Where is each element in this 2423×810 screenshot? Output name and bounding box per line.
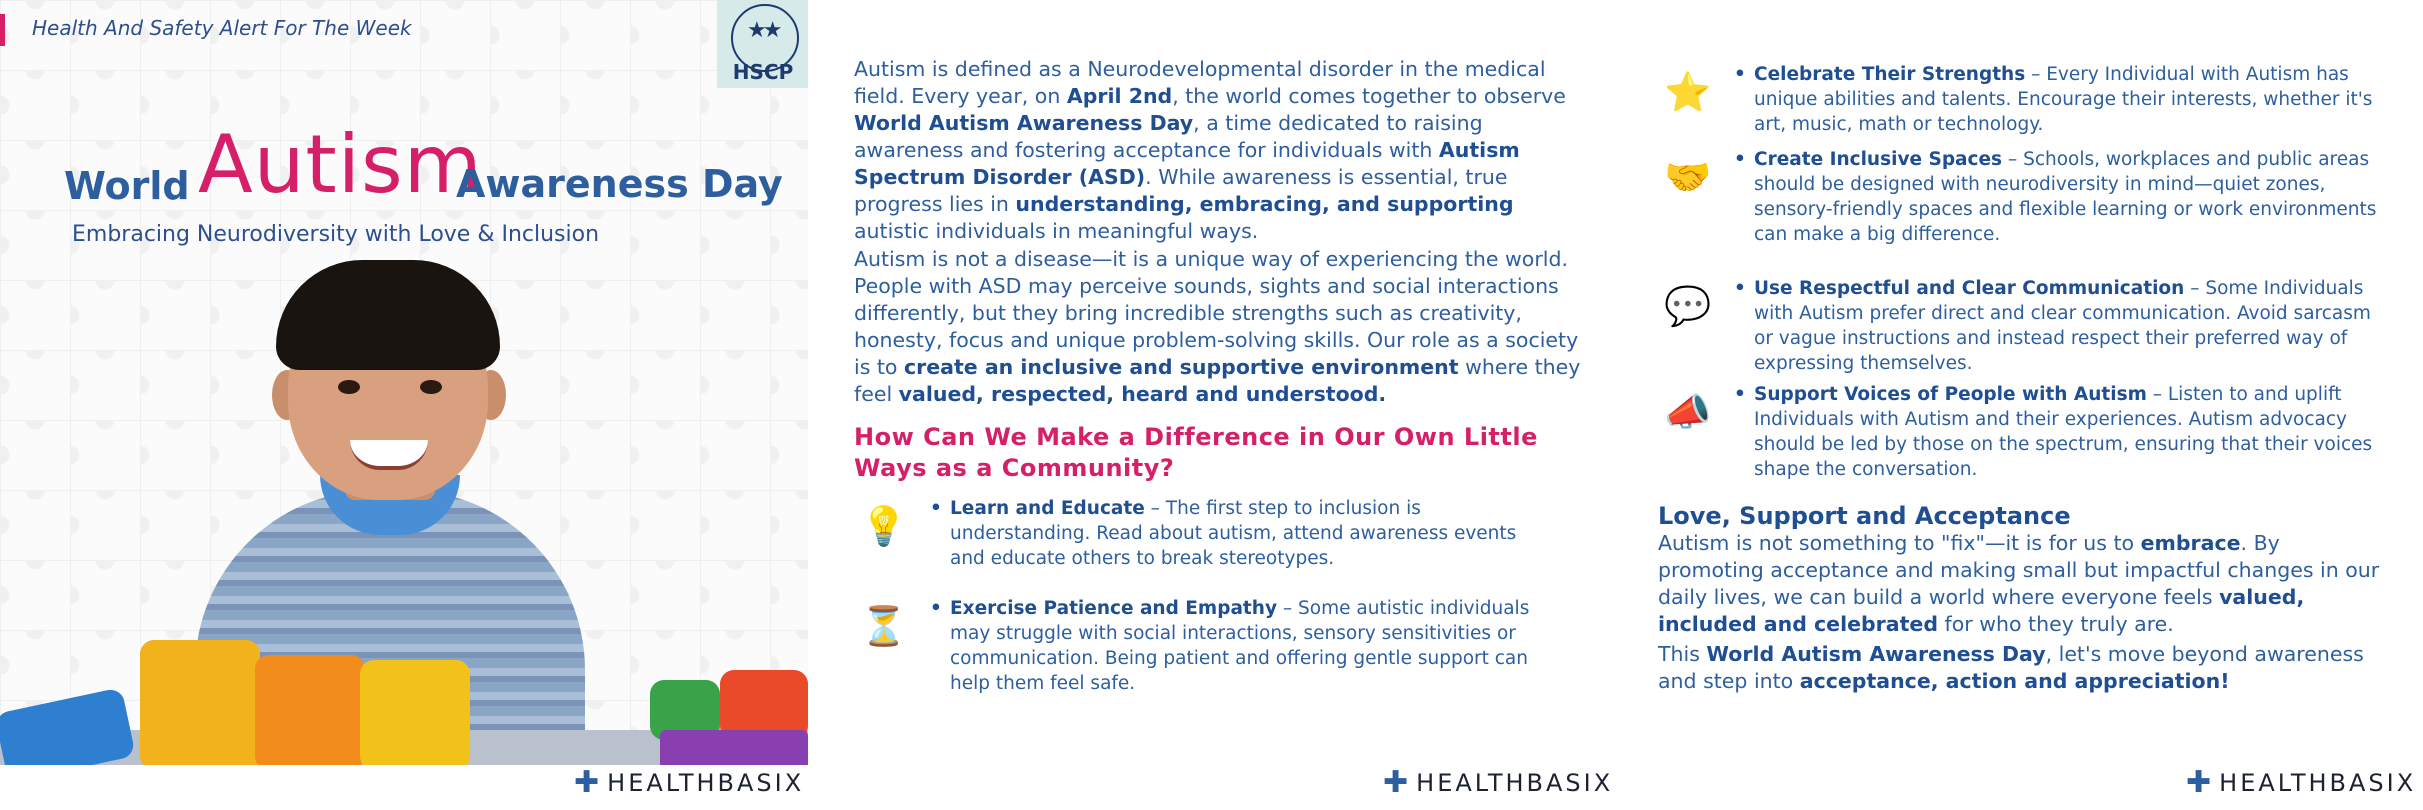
title-autism: Autism [198, 118, 483, 211]
tip-description: – Some Individuals with Autism prefer direct and clear communication. Avoid sarcasm or vague instructions and instead respect their preferred way of expressing themselves. [1754, 278, 2371, 374]
tip-text [930, 496, 1554, 571]
child-eye-right [420, 380, 442, 394]
brand-name: HEALTHBASIX [607, 769, 805, 797]
tip-description: – Listen to and uplift Individuals with Autism and their experiences. Autism advocacy should be led by those on the spectrum, ensuring that their voices shape the conversation. [1754, 384, 2373, 480]
medical-cross-icon: ✚ [2186, 765, 2212, 800]
emphasis-text: understanding, embracing, and supporting [1015, 192, 1514, 216]
chat-bubbles-icon: 💬 [1664, 283, 1712, 328]
emphasis-text: World Autism Awareness Day [1706, 642, 2046, 666]
tip-title: Exercise Patience and Empathy [950, 598, 1278, 619]
puzzle-piece-gold [360, 660, 470, 765]
tip-title: Create Inclusive Spaces [1754, 149, 2003, 170]
emphasis-text: embrace [2140, 531, 2241, 555]
info-panel [808, 0, 1616, 810]
brand-name: HEALTHBASIX [1416, 769, 1614, 797]
hourglass-hands-icon: ⏳ [860, 603, 908, 648]
healthbasix-logo [2186, 765, 2417, 800]
title-world: World [64, 164, 190, 208]
intro-paragraph [854, 56, 1584, 245]
tip-description: – Every Individual with Autism has unique abilities and talents. Encourage their interests, whether it's art, music, math or technology. [1754, 64, 2373, 135]
body-text: , a time dedicated to raising awareness and fostering acceptance for individuals with [854, 111, 1483, 162]
closing-paragraph [1658, 530, 2388, 638]
tip-item [1658, 276, 2378, 376]
closing-call-to-action [1658, 641, 2388, 695]
puzzle-piece-blue [0, 687, 136, 765]
emphasis-text: acceptance, action and appreciation! [1799, 669, 2230, 693]
emphasis-text: April 2nd [1066, 84, 1173, 108]
tips-panel [1616, 0, 2423, 810]
medical-cross-icon: ✚ [1383, 765, 1409, 800]
child-eye-left [338, 380, 360, 394]
lightbulb-icon: 💡 [860, 503, 908, 548]
tip-title: Learn and Educate [950, 498, 1145, 519]
puzzle-piece-purple [660, 730, 808, 765]
community-heading: How Can We Make a Difference in Our Own Little Ways as a Community? [854, 423, 1538, 482]
body-text: . While awareness is essential, true progress lies in [854, 165, 1508, 216]
body-text: , let's move beyond awareness and step into [1658, 642, 2364, 693]
subtitle: Embracing Neurodiversity with Love & Inclusion [72, 222, 600, 247]
alert-label: Health And Safety Alert For The Week [32, 16, 412, 40]
emphasis-text: valued, included and celebrated [1658, 585, 2305, 636]
puzzle-piece-yellow [140, 640, 260, 765]
alert-accent-bar [0, 14, 5, 46]
people-icon: ★★ [747, 18, 779, 43]
star-trophy-icon: ⭐ [1664, 69, 1712, 114]
body-text: . By promoting acceptance and making small but impactful changes in our daily lives, we can build a world where everyone feels [1658, 531, 2380, 609]
tip-description: – The first step to inclusion is understanding. Read about autism, attend awareness events and educate others to break stereotypes. [950, 498, 1517, 569]
body-text: , the world comes together to observe [1172, 84, 1566, 108]
tip-text [930, 596, 1554, 696]
body-text: This [1658, 642, 1707, 666]
healthbasix-logo [574, 765, 805, 800]
title-awareness-day: Awareness Day [456, 162, 783, 206]
child-with-puzzle-photo [0, 260, 808, 765]
emphasis-text: Autism Spectrum Disorder (ASD) [854, 138, 1520, 189]
tip-item [1658, 147, 2378, 247]
healthbasix-logo [1383, 765, 1614, 800]
body-text: Autism is not something to "fix"—it is for us to [1658, 531, 2141, 555]
tip-description: – Some autistic individuals may struggle with social interactions, sensory sensitivities or communication. Being patient and offering gentle support can help them feel safe. [950, 598, 1530, 694]
body-text: where they feel [854, 355, 1581, 406]
tip-text [1734, 147, 2378, 247]
cover-panel [0, 0, 808, 810]
tip-item [1658, 62, 2378, 137]
emphasis-text: create an inclusive and supportive environment [904, 355, 1459, 379]
tip-description: – Schools, workplaces and public areas should be designed with neurodiversity in mind—quiet zones, sensory-friendly spaces and flexible learning or work environments can make a big difference. [1754, 149, 2377, 245]
love-support-heading: Love, Support and Acceptance [1658, 502, 2071, 530]
tip-title: Support Voices of People with Autism [1754, 384, 2147, 405]
body-text: for who they truly are. [1938, 612, 2174, 636]
tip-title: Use Respectful and Clear Communication [1754, 278, 2185, 299]
tip-title: Celebrate Their Strengths [1754, 64, 2026, 85]
child-hair [276, 260, 500, 370]
tip-item [854, 496, 1554, 571]
body-text: autistic individuals in meaningful ways. [854, 219, 1259, 243]
body-text: Autism is not a disease—it is a unique way of experiencing the world. People with ASD may perceive sounds, sights and social interactions differently, but they bring incredible strengths such as creativity, honesty, focus and unique problem-solving skills. Our role as a society is to [854, 247, 1579, 379]
emphasis-text: World Autism Awareness Day [854, 111, 1194, 135]
puzzle-piece-orange [255, 655, 365, 765]
body-text: Autism is defined as a Neurodevelopmental disorder in the medical field. Every year, on [854, 57, 1546, 108]
tip-text [1734, 276, 2378, 376]
tip-text [1734, 62, 2378, 137]
hands-together-icon: 🤝 [1664, 154, 1712, 199]
second-paragraph [854, 246, 1584, 408]
hscp-logo-text: HSCP [732, 60, 794, 84]
emphasis-text: valued, respected, heard and understood. [898, 382, 1387, 406]
tip-item [854, 596, 1554, 696]
medical-cross-icon: ✚ [574, 765, 600, 800]
brand-name: HEALTHBASIX [2219, 769, 2417, 797]
megaphone-person-icon: 📣 [1664, 389, 1712, 434]
tip-item [1658, 382, 2378, 482]
hscp-logo [717, 0, 809, 88]
tip-text [1734, 382, 2378, 482]
